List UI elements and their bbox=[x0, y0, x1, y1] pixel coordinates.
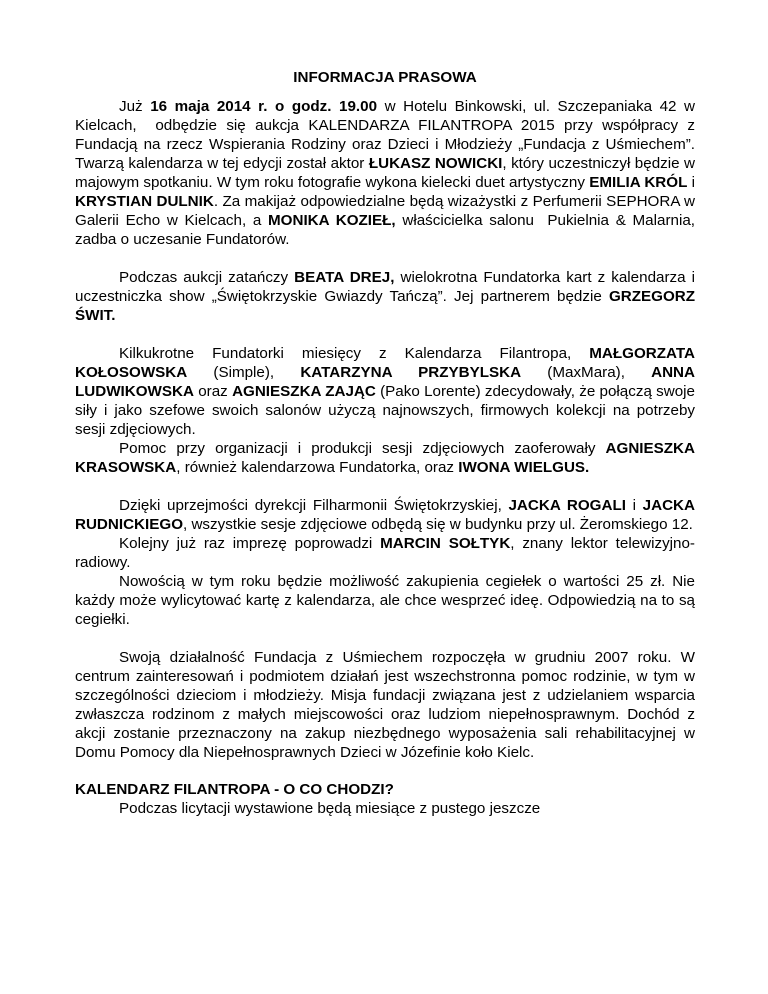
text: (Simple), bbox=[187, 364, 301, 381]
text: i bbox=[687, 174, 695, 191]
paragraph-venue bbox=[75, 496, 695, 534]
name-highlight: MONIKA KOZIEŁ, bbox=[268, 212, 396, 229]
name-highlight: ANNA LUDWIKOWSKA bbox=[75, 364, 695, 400]
text: Pomoc przy organizacji i produkcji sesji zdjęciowych zaoferowały bbox=[119, 440, 606, 457]
text: w Hotelu Binkowski, ul. Szczepaniaka 42 w Kielcach, odbędzie się aukcja KALENDARZA FILANTROPA 2015 przy współpracy z Fundacją na rzecz Wspierania Rodziny oraz Dzieci i Młodzieży „Fundacja z Uśmiechem”. Twarzą kalendarza w tej edycji został aktor bbox=[75, 98, 695, 172]
document-title: INFORMACJA PRASOWA bbox=[293, 69, 477, 86]
paragraph-sponsors bbox=[75, 344, 695, 439]
text: oraz bbox=[193, 383, 233, 400]
name-highlight: JACKA RUDNICKIEGO bbox=[75, 497, 695, 533]
text: i bbox=[625, 497, 643, 514]
name-highlight: EMILIA KRÓL bbox=[589, 174, 688, 191]
event-date: 16 maja 2014 r. o godz. 19.00 bbox=[150, 98, 378, 115]
text: Dzięki uprzejmości dyrekcji Filharmonii Świętokrzyskiej, bbox=[119, 497, 509, 514]
name-highlight: KRYSTIAN DULNIK bbox=[75, 193, 214, 210]
name-highlight: KATARZYNA PRZYBYLSKA bbox=[300, 364, 522, 381]
text: właścicielka salonu Pukielnia & Malarnia, zadba o uczesanie Fundatorów. bbox=[75, 212, 695, 248]
text: Kilkukrotne Fundatorki miesięcy z Kalendarza Filantropa, bbox=[119, 345, 590, 362]
name-highlight: MAŁGORZATA KOŁOSOWSKA bbox=[75, 345, 695, 381]
text: , znany lektor telewizyjno-radiowy. bbox=[75, 535, 695, 571]
text: Już bbox=[119, 98, 151, 115]
text: , który uczestniczył będzie w majowym spotkaniu. W tym roku fotografie wykona kielecki duet artystyczny bbox=[75, 155, 695, 191]
text: , również kalendarzowa Fundatorka, oraz bbox=[176, 459, 459, 476]
paragraph-host bbox=[75, 534, 695, 572]
section-heading: KALENDARZ FILANTROPA - O CO CHODZI? bbox=[75, 781, 394, 798]
text: Podczas aukcji zatańczy bbox=[119, 269, 295, 286]
paragraph-event-details bbox=[75, 97, 695, 249]
name-highlight: ŁUKASZ NOWICKI bbox=[368, 155, 503, 172]
paragraph-auction-intro: Podczas licytacji wystawione będą miesiące z pustego jeszcze bbox=[119, 800, 541, 817]
text: Kolejny już raz imprezę poprowadzi bbox=[119, 535, 381, 552]
document-page bbox=[75, 68, 695, 818]
name-highlight: BEATA DREJ, bbox=[294, 269, 395, 286]
text: (Pako Lorente) zdecydowały, że połączą swoje siły i jako szefowe swoich salonów użyczą najnowszych, firmowych kolekcji na potrzeby sesji zdjęciowych. bbox=[75, 383, 695, 438]
text: , wszystkie sesje zdjęciowe odbędą się w budynku przy ul. Żeromskiego 12. bbox=[183, 516, 693, 533]
name-highlight: AGNIESZKA ZAJĄC bbox=[232, 383, 376, 400]
name-highlight: AGNIESZKA KRASOWSKA bbox=[75, 440, 695, 476]
name-highlight: IWONA WIELGUS. bbox=[458, 459, 590, 476]
paragraph-donation-tickets: Nowością w tym roku będzie możliwość zakupienia cegiełek o wartości 25 zł. Nie każdy może wylicytować kartę z kalendarza, ale chce wesprzeć ideę. Odpowiedzią na to są cegiełki. bbox=[75, 573, 695, 628]
name-highlight: MARCIN SOŁTYK bbox=[380, 535, 511, 552]
paragraph-organization bbox=[75, 439, 695, 477]
text: wielokrotna Fundatorka kart z kalendarza i uczestniczka show „Świętokrzyskie Gwiazdy Tańczą”. Jej partnerem będzie bbox=[75, 269, 695, 305]
paragraph-dance bbox=[75, 268, 695, 325]
paragraph-foundation: Swoją działalność Fundacja z Uśmiechem rozpoczęła w grudniu 2007 roku. W centrum zainteresowań i podmiotem działań jest wszechstronna pomoc rodzinie, w tym w szczególności dzieciom i młodzieży. Misja fundacji związana jest z udzielaniem wsparcia zwłaszcza rodzinom z małych miejscowości oraz ludziom niepełnosprawnym. Dochód z akcji zostanie przeznaczony na zakup niezbędnego wyposażenia sali rehabilitacyjnej w Domu Pomocy dla Niepełnosprawnych Dzieci w Józefinie koło Kielc. bbox=[75, 649, 695, 761]
name-highlight: JACKA ROGALI bbox=[508, 497, 626, 514]
text: (MaxMara), bbox=[521, 364, 652, 381]
text: . Za makijaż odpowiedzialne będą wizażystki z Perfumerii SEPHORA w Galerii Echo w Kielcach, a bbox=[75, 193, 695, 229]
name-highlight: GRZEGORZ ŚWIT. bbox=[75, 288, 695, 324]
